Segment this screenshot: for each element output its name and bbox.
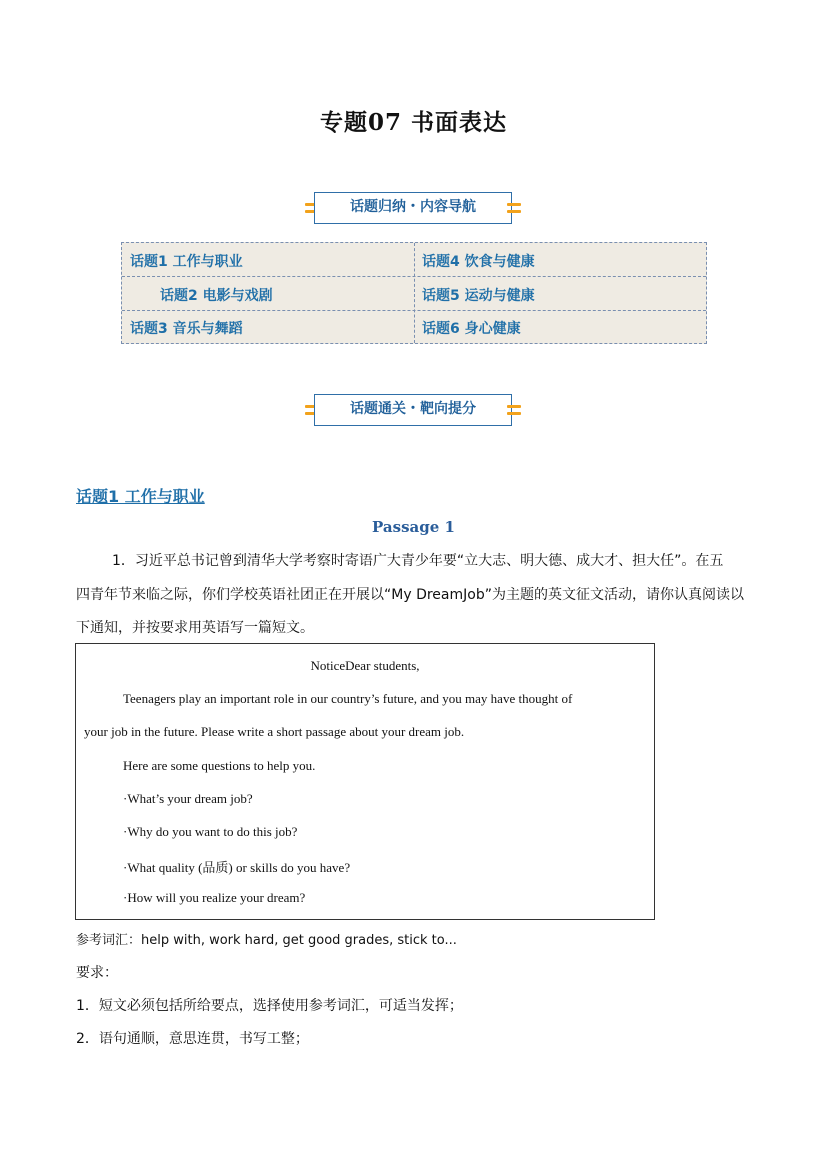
- question-text-line-3: 下通知，并按要求用英语写一篇短文。: [76, 620, 314, 636]
- requirement-2: 2．语句通顺，意思连贯，书写工整；: [76, 1031, 309, 1047]
- notice-intro: Here are some questions to help you.: [123, 758, 316, 773]
- banner-deco-right-icon: [507, 405, 521, 417]
- nav-item-topic-1[interactable]: 话题1 工作与职业: [130, 254, 243, 270]
- nav-item-topic-6[interactable]: 话题6 身心健康: [422, 321, 521, 337]
- notice-question-4: ·How will you realize your dream?: [123, 890, 306, 905]
- nav-item-topic-2[interactable]: 话题2 电影与戏剧: [160, 288, 273, 304]
- question-text-line-2: 四青年节来临之际，你们学校英语社团正在开展以“My DreamJob”为主题的英文征文活动，请你认真阅读以: [76, 587, 744, 603]
- notice-question-3: ·What quality (品质) or skills do you have?: [123, 860, 351, 875]
- requirement-1: 1．短文必须包括所给要点，选择使用参考词汇，可适当发挥；: [76, 998, 463, 1014]
- banner-topic-practice: 话题通关・靶向提分: [314, 394, 512, 426]
- notice-question-2: ·Why do you want to do this job?: [123, 824, 298, 839]
- notice-para-line-1: Teenagers play an important role in our country’s future, and you may have thought of: [123, 691, 573, 706]
- reference-vocabulary: 参考词汇：help with, work hard, get good grades, stick to...: [76, 933, 457, 948]
- nav-item-topic-3[interactable]: 话题3 音乐与舞蹈: [130, 321, 243, 337]
- page-title: 专题07 书面表达: [319, 109, 507, 136]
- notice-box: [75, 643, 655, 920]
- passage-title: Passage 1: [372, 518, 455, 536]
- banner-topic-summary: 话题归纳・内容导航: [314, 192, 512, 224]
- topic-nav-table: [121, 242, 707, 344]
- notice-para-line-2: your job in the future. Please write a short passage about your dream job.: [84, 724, 465, 739]
- notice-question-1: ·What’s your dream job?: [123, 791, 253, 806]
- notice-header: NoticeDear students,: [310, 658, 420, 673]
- question-text-line-1: 1．习近平总书记曾到清华大学考察时寄语广大青少年要“立大志、明大德、成大才、担大任”。在五: [112, 553, 724, 569]
- requirements-label: 要求：: [76, 965, 118, 981]
- section-heading-topic-1[interactable]: 话题1 工作与职业: [76, 487, 205, 506]
- nav-item-topic-4[interactable]: 话题4 饮食与健康: [422, 254, 535, 270]
- banner-deco-right-icon: [507, 203, 521, 215]
- nav-item-topic-5[interactable]: 话题5 运动与健康: [422, 288, 535, 304]
